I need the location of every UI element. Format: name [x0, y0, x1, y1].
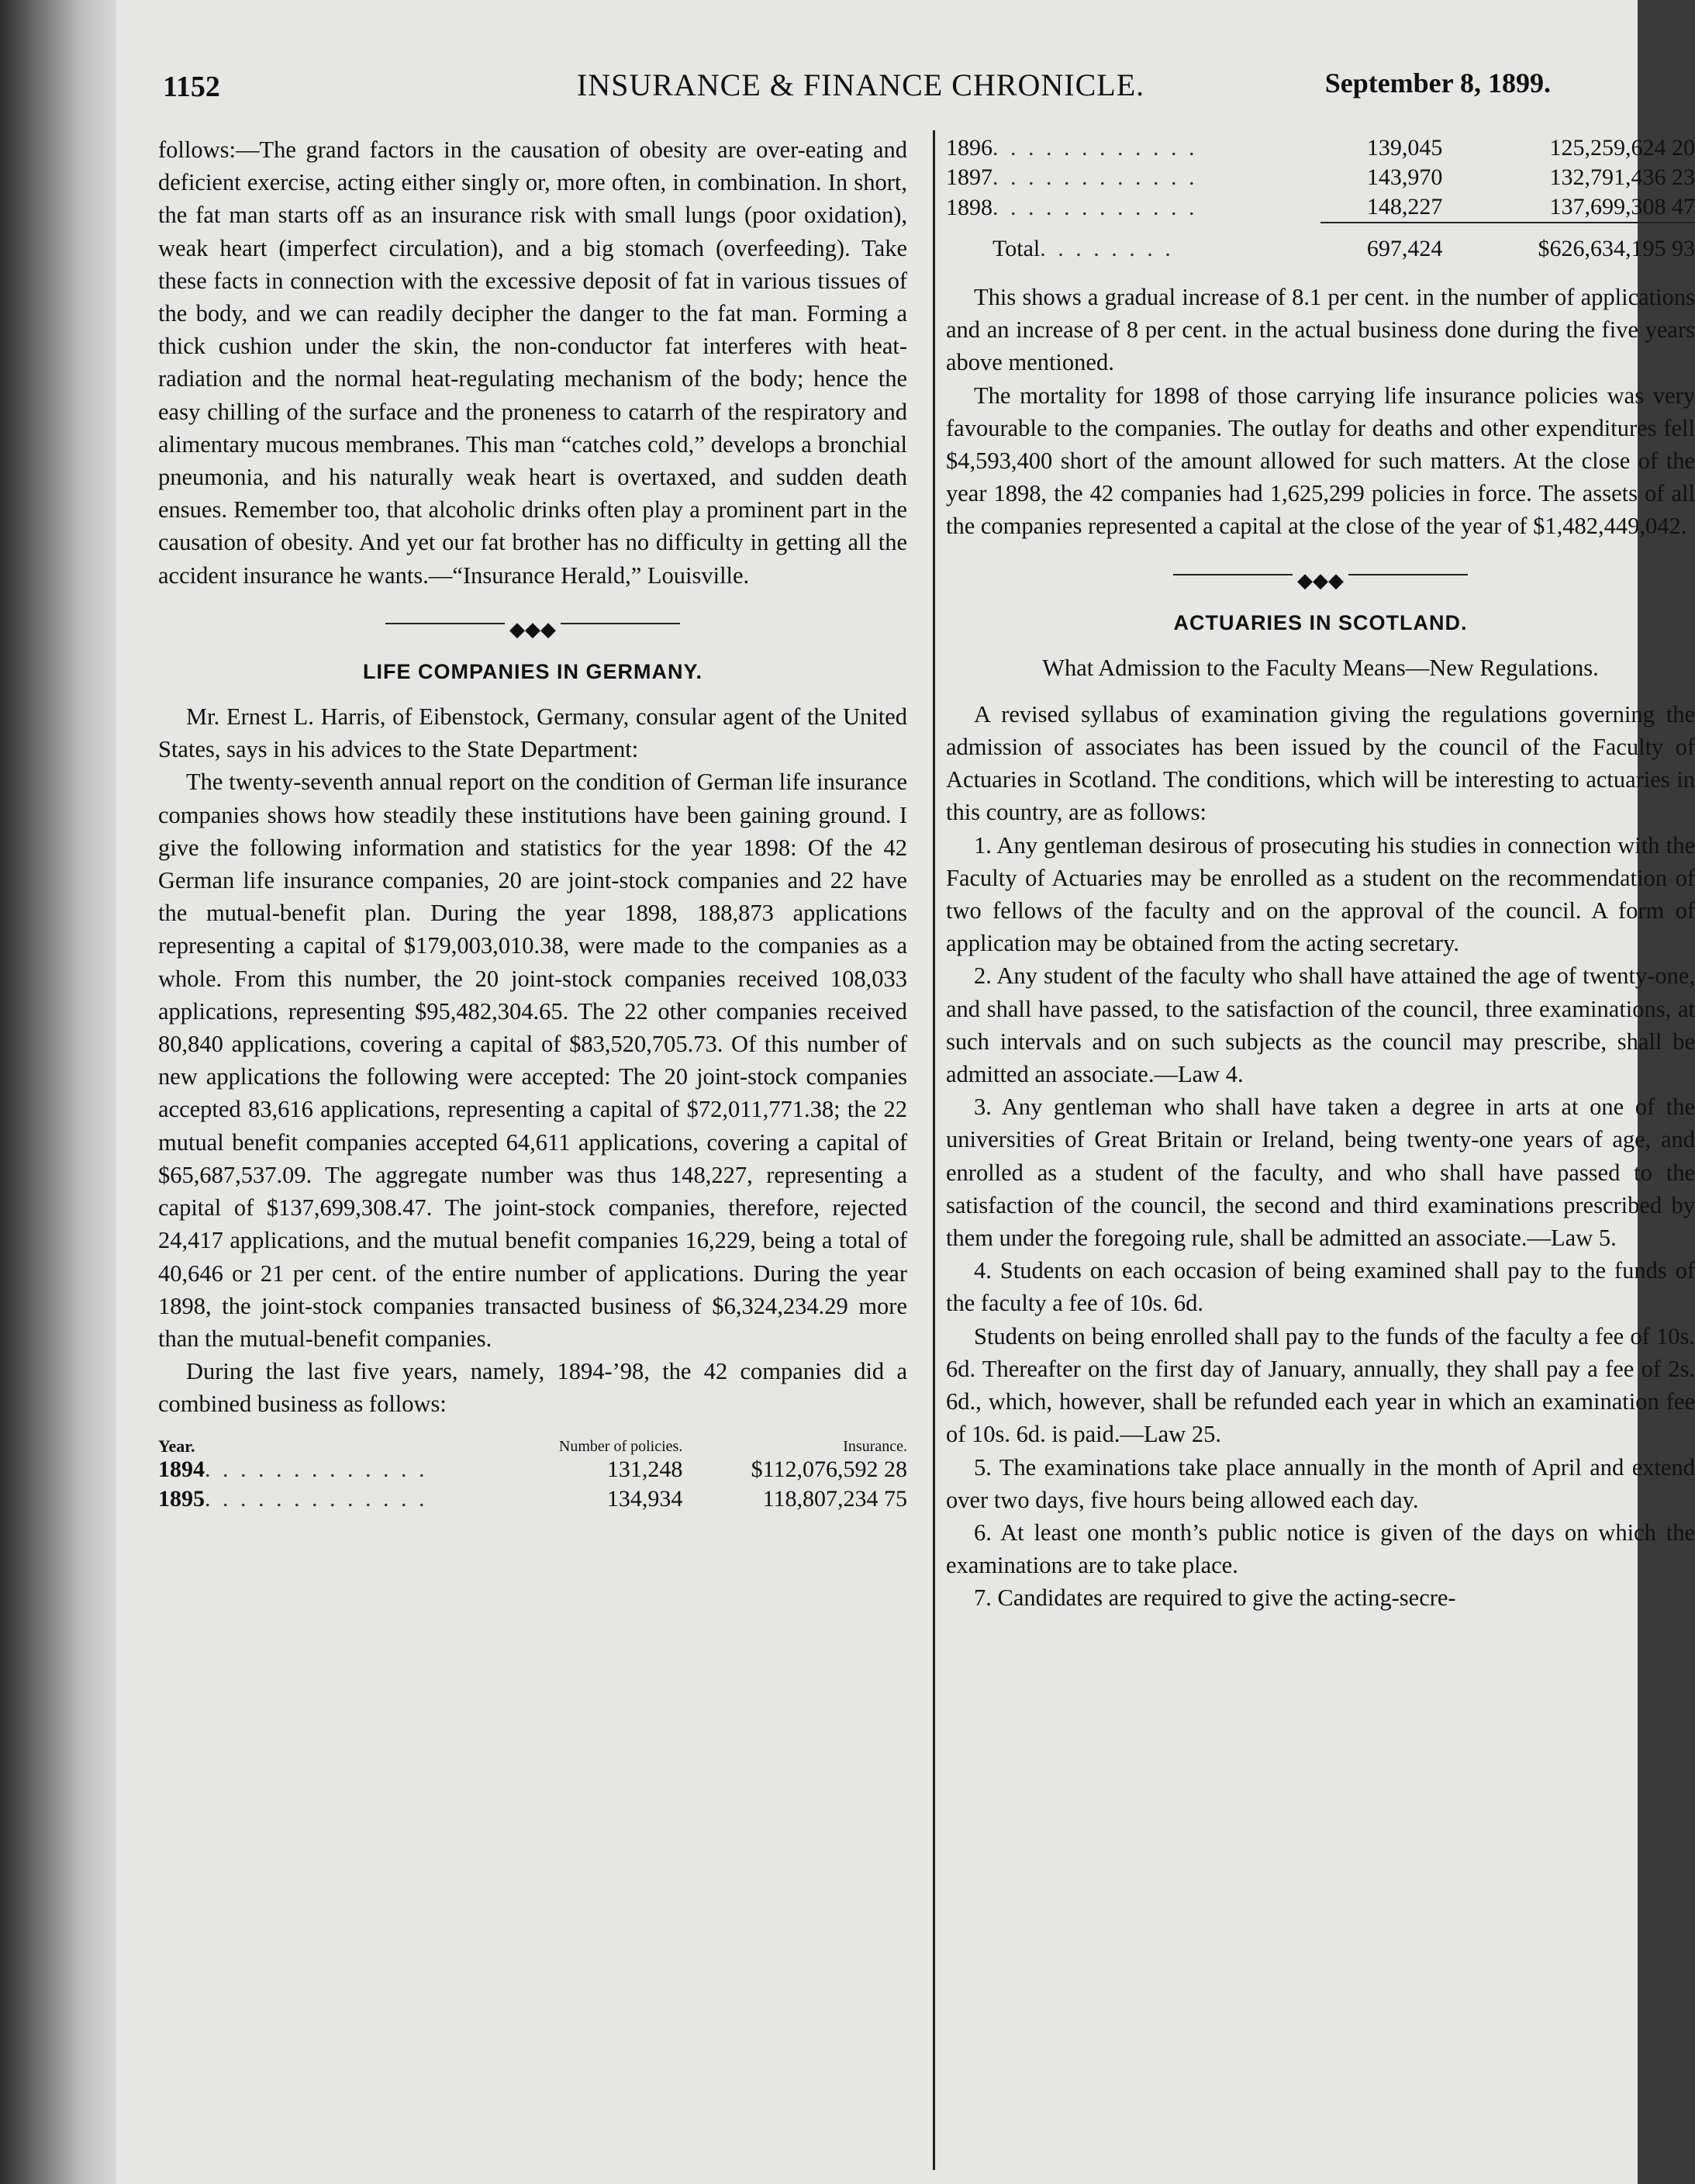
- row-policies: 139,045: [1366, 135, 1443, 161]
- paragraph: The mortality for 1898 of those carrying life insurance policies was very favourable to the companies. The outlay for deaths and other expenditures fell $4,593,400 short of the amount allowed for such matters. At the close of the year 1898, the 42 companies had 1,625,299 policies in force. The assets of all the companies represented a capital at the close of the year of $1,482,449,042.: [946, 382, 1695, 540]
- row-insurance: 118,807,234 75: [762, 1485, 907, 1512]
- row-year: 1895: [158, 1485, 205, 1512]
- table-row: [158, 1455, 907, 1484]
- table-total-row: [946, 223, 1695, 264]
- rule-paragraph: 1. Any gentleman desirous of prosecuting his studies in connection with the Faculty of Actuaries may be enrolled as a student on the recommendation of two fellows of the faculty and on the approval of the council. A form of application may be obtained from the acting secretary.: [946, 831, 1695, 957]
- table-header-row: [158, 1438, 907, 1455]
- leader-dots: . . . . . . . . . . . . .: [205, 1456, 428, 1482]
- rule-paragraph: 4. Students on each occasion of being examined shall pay to the funds of the faculty a fee of 10s. 6d.: [946, 1257, 1695, 1317]
- table-row: [158, 1484, 907, 1514]
- table-row: [946, 133, 1695, 163]
- leader-dots: . . . . . . . . . . . .: [992, 135, 1198, 161]
- obesity-paragraph: follows:—The grand factors in the causation of obesity are over-eating and deficient exercise, acting either singly or, more often, in combination. In short, the fat man starts off as an insurance risk with small lungs (poor oxidation), weak heart (imperfect circulation), and a big stomach (overfeeding). Take these facts in connection with the excessive deposit of fat in various tissues of the body, and we can readily decipher the danger to the fat man. Forming a thick cushion under the skin, the non-conductor fat interferes with heat-radiation and the normal heat-regulating mechanism of the body; hence the easy chilling of the surface and the proneness to catarrh of the respiratory and alimentary mucous membranes. This man “catches cold,” develops a bronchial pneumonia, and his naturally weak heart is overtaxed, and sudden death ensues. Remember too, that alcoholic drinks often play a prominent part in the causation of obesity. And yet our fat brother has no difficulty in getting all the accident insurance he wants.—“Insurance Herald,” Louisville.: [158, 136, 907, 589]
- rule-paragraph: 5. The examinations take place annually in the month of April and extend over two days, five hours being allowed each day.: [946, 1453, 1695, 1513]
- leader-dots: . . . . . . . . . . . .: [992, 194, 1198, 220]
- table-row: [946, 192, 1695, 223]
- rule-paragraph: 3. Any gentleman who shall have taken a degree in arts at one of the universities of Great Britain or Ireland, being twenty-one years of age, and enrolled as a student of the faculty, and who shall have passed to the satisfaction of the council, the second and third examinations prescribed by them under the foregoing rule, shall be admitted an associate.—Law 5.: [946, 1094, 1695, 1252]
- row-insurance: 132,791,436 23: [1549, 164, 1695, 190]
- paragraph: During the last five years, namely, 1894-’98, the 42 companies did a combined business as follows:: [158, 1358, 907, 1418]
- row-insurance: 137,699,308 47: [1461, 192, 1695, 223]
- business-table-part-2: [946, 133, 1695, 264]
- section-ornament: [158, 612, 907, 641]
- paragraph: The twenty-seventh annual report on the condition of German life insurance companies shows how steadily these institutions have been gaining ground. I give the following information and statistics for the year 1898: Of the 42 German life insurance companies, 20 are joint-stock companies and 22 have the mutual-benefit plan. During the year 1898, 188,873 applications representing a capital of $179,003,010.38, were made to the companies as a whole. From this number, the 20 joint-stock companies received 108,033 applications, representing $95,482,304.65. The 22 other companies received 80,840 applications, covering a capital of $83,520,705.73. Of this number of new applications the following were accepted: The 20 joint-stock companies accepted 83,616 applications, representing a capital of $72,011,771.38; the 22 mutual benefit companies accepted 64,611 applications, covering a capital of $65,687,537.09. The aggregate number was thus 148,227, representing a capital of $137,699,308.47. The joint-stock companies, therefore, rejected 24,417 applications, and the mutual benefit companies 16,229, being a total of 40,646 or 21 per cent. of the entire number of applications. During the year 1898, the joint-stock companies transacted business of $6,324,234.29 more than the mutual-benefit companies.: [158, 769, 907, 1352]
- row-year: 1897: [946, 164, 992, 190]
- page-number: 1152: [163, 71, 220, 103]
- total-label: Total: [992, 235, 1041, 261]
- row-year: 1894: [158, 1456, 205, 1482]
- right-column: [946, 133, 1695, 1615]
- issue-date: September 8, 1899.: [1324, 67, 1551, 98]
- leader-dots: . . . . . . . . . . . . .: [205, 1485, 428, 1512]
- business-table-part-1: [158, 1438, 907, 1514]
- row-policies: 143,970: [1366, 164, 1443, 190]
- publication-title: INSURANCE & FINANCE CHRONICLE.: [576, 67, 1145, 102]
- ornament-glyph: ◆◆◆: [1293, 569, 1348, 593]
- row-policies: 134,934: [606, 1485, 683, 1512]
- table-row: [946, 163, 1695, 192]
- rule-paragraph: Students on being enrolled shall pay to the funds of the faculty a fee of 10s. 6d. Thereafter on the first day of January, annually, they shall pay a fee of 2s. 6d., which, however, shall be refunded each year in which an examination fee of 10s. 6d. is paid.—Law 25.: [946, 1322, 1695, 1448]
- section-title-germany: LIFE COMPANIES IN GERMANY.: [362, 659, 703, 683]
- col-header-insurance: Insurance.: [843, 1437, 907, 1455]
- total-insurance: $626,634,195 93: [1538, 236, 1695, 261]
- row-insurance: $112,076,592 28: [751, 1456, 907, 1482]
- row-year: 1896: [946, 135, 992, 161]
- row-policies: 131,248: [606, 1456, 683, 1482]
- section-subtitle: What Admission to the Faculty Means—New Regulations.: [1042, 654, 1599, 681]
- paragraph: A revised syllabus of examination giving the regulations governing the admission of associates has been issued by the council of the Faculty of Actuaries in Scotland. The conditions, which will be interesting to actuaries in this country, are as follows:: [946, 700, 1695, 826]
- left-column: [158, 133, 907, 1514]
- book-binding-edge: [0, 0, 116, 2184]
- rule-paragraph: 2. Any student of the faculty who shall have attained the age of twenty-one, and shall have passed, to the satisfaction of the council, three examinations, at such intervals and on such subjects as the council may prescribe, shall be admitted an associate.—Law 4.: [946, 962, 1695, 1088]
- row-year: 1898: [946, 194, 992, 220]
- row-insurance: 125,259,624 20: [1549, 135, 1695, 161]
- paragraph: Mr. Ernest L. Harris, of Eibenstock, Germany, consular agent of the United States, says in his advices to the State Department:: [158, 703, 907, 763]
- total-policies: 697,424: [1366, 236, 1443, 261]
- section-title-scotland: ACTUARIES IN SCOTLAND.: [1173, 610, 1468, 634]
- row-policies: 148,227: [1320, 192, 1461, 223]
- ornament-glyph: ◆◆◆: [505, 618, 561, 641]
- rule-paragraph: 6. At least one month’s public notice is given of the days on which the examinations are to take place.: [946, 1519, 1695, 1579]
- section-ornament: [946, 563, 1695, 592]
- rule-paragraph: 7. Candidates are required to give the acting-secre-: [974, 1584, 1456, 1612]
- page-header: [163, 64, 1559, 110]
- paragraph: This shows a gradual increase of 8.1 per cent. in the number of applications and an increase of 8 per cent. in the actual business done during the five years above mentioned.: [946, 284, 1695, 376]
- leader-dots: . . . . . . . . . . . .: [992, 164, 1198, 190]
- col-header-policies: Number of policies.: [558, 1437, 683, 1455]
- leader-dots: . . . . . . . .: [1040, 235, 1174, 261]
- column-divider: [933, 130, 935, 2170]
- col-header-year: Year.: [158, 1436, 195, 1456]
